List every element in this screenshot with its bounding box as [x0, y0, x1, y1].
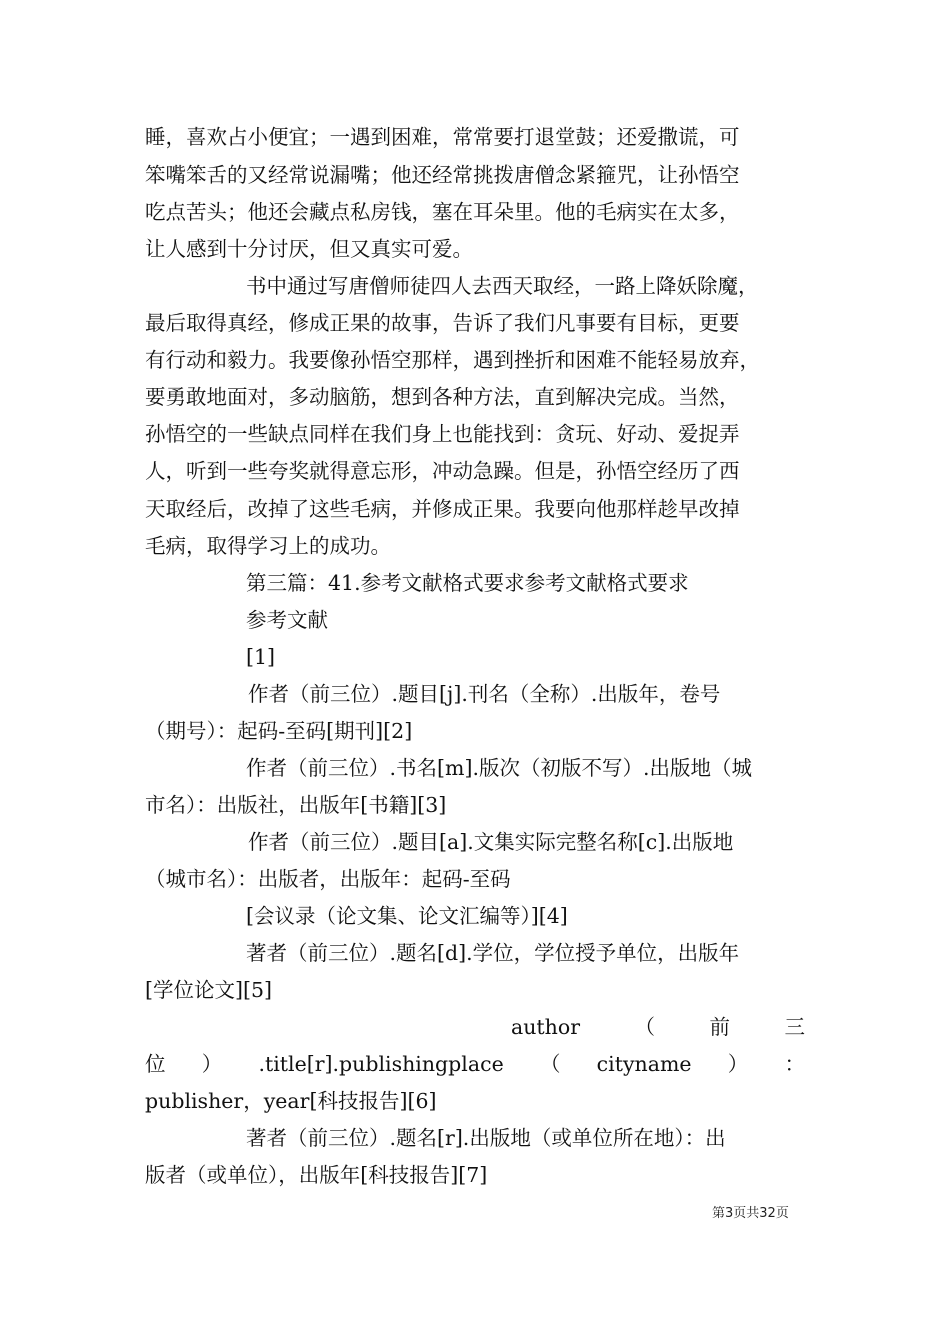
text-line: 睡，喜欢占小便宜；一遇到困难，常常要打退堂鼓；还爱撒谎，可	[145, 125, 740, 149]
text-line: 人，听到一些夸奖就得意忘形，冲动急躁。但是，孙悟空经历了西	[145, 459, 740, 483]
justified-line	[145, 1050, 805, 1078]
text-line: 孙悟空的一些缺点同样在我们身上也能找到：贪玩、好动、爱捉弄	[145, 422, 740, 446]
text-line: （期号）：起码-至码[期刊][2]	[145, 719, 413, 743]
section-heading: 第三篇：41.参考文献格式要求参考文献格式要求	[246, 571, 689, 595]
text-line: 书中通过写唐僧师徒四人去西天取经，一路上降妖除魔，	[246, 274, 759, 298]
text-line: 让人感到十分讨厌，但又真实可爱。	[145, 237, 473, 261]
text-line: 有行动和毅力。我要像孙悟空那样，遇到挫折和困难不能轻易放弃，	[145, 348, 760, 372]
text-line: 市名）：出版社，出版年[书籍][3]	[145, 793, 447, 817]
page-number: 第3页共32页	[712, 1206, 789, 1221]
text-line: 著者（前三位）.题名[d].学位，学位授予单位，出版年	[246, 941, 740, 965]
references-title: 参考文献	[246, 608, 328, 632]
text-line: 作者（前三位）.书名[m].版次（初版不写）.出版地（城	[246, 756, 752, 780]
word: .title[r].publishingplace	[258, 1052, 504, 1076]
word: 位	[145, 1052, 166, 1076]
text-line: （城市名）：出版者，出版年：起码-至码	[145, 867, 511, 891]
text-line: 要勇敢地面对，多动脑筋，想到各种方法，直到解决完成。当然，	[145, 385, 740, 409]
word: ）	[201, 1052, 223, 1076]
text-line: 吃点苦头；他还会藏点私房钱，塞在耳朵里。他的毛病实在太多，	[145, 200, 740, 224]
text-line: 笨嘴笨舌的又经常说漏嘴；他还经常挑拨唐僧念紧箍咒，让孙悟空	[145, 163, 740, 187]
text-line: 作者（前三位）.题目[a].文集实际完整名称[c].出版地	[248, 830, 734, 854]
text-line: 毛病，取得学习上的成功。	[145, 534, 391, 558]
text-line: publisher，year[科技报告][6]	[145, 1089, 437, 1113]
justified-line	[511, 1013, 805, 1041]
text-line: 著者（前三位）.题名[r].出版地（或单位所在地）：出	[246, 1126, 726, 1150]
word: （	[634, 1015, 655, 1039]
word: 三	[784, 1015, 805, 1039]
word: ）	[727, 1052, 749, 1076]
word: （	[539, 1052, 561, 1076]
text-line: [学位论文][5]	[145, 978, 273, 1002]
word: author	[511, 1015, 581, 1039]
text-line: [会议录（论文集、论文汇编等）][4]	[246, 904, 568, 928]
text-line: 天取经后，改掉了这些毛病，并修成正果。我要向他那样趁早改掉	[145, 497, 740, 521]
reference-number: [1]	[246, 645, 276, 669]
text-line: 最后取得真经，修成正果的故事，告诉了我们凡事要有目标，更要	[145, 311, 740, 335]
word: cityname	[596, 1052, 692, 1076]
text-line: 作者（前三位）.题目[j].刊名（全称）.出版年，卷号	[248, 682, 721, 706]
word: 前	[709, 1015, 730, 1039]
word: ：	[784, 1052, 805, 1076]
text-line: 版者（或单位），出版年[科技报告][7]	[145, 1163, 488, 1187]
